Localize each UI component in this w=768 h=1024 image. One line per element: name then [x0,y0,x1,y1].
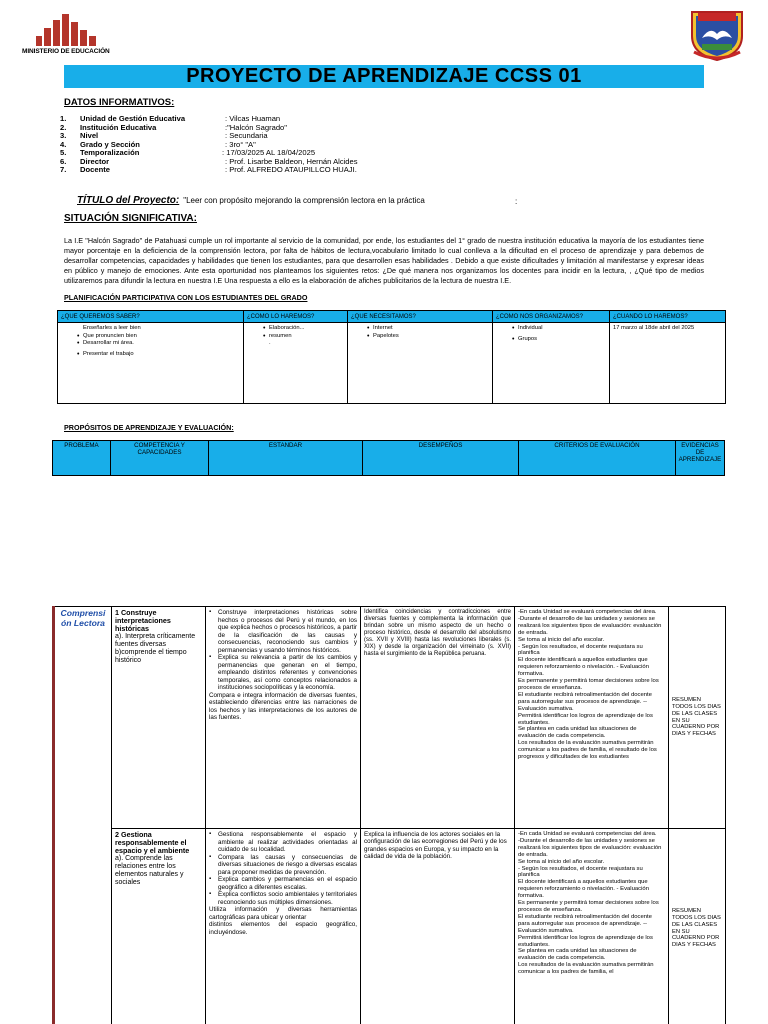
table-header-cell: ¿CUANDO LO HAREMOS? [610,311,726,323]
table-cell [206,607,361,829]
standard-extra: Utiliza información y diversas herramientas cartográficas para ubicar y orientar distintos elementos del espacio geográfico, incluyéndose. [209,906,357,936]
table-header-cell: DESEMPEÑOS [363,441,519,476]
project-title [77,195,425,206]
table-header-cell: EVIDENCIAS DE APRENDIZAJE [676,441,725,476]
datos-row: 4. Grado y Sección : 3ro° "A" [60,139,256,149]
table-row [58,323,726,404]
ministry-name: MINISTERIO DE EDUCACIÓN [22,48,110,55]
table-cell [58,323,244,404]
table-header-cell: ¿QUE QUEREMOS SABER? [58,311,244,323]
table-cell: 17 marzo al 18de abril del 2025 [610,323,726,404]
table-header-cell: CRITERIOS DE EVALUACIÓN [519,441,676,476]
competencias-table [52,606,726,1024]
planificacion-table [57,310,726,404]
datos-heading: DATOS INFORMATIVOS: [64,97,175,108]
ministerio-logo [22,14,122,58]
list-item: • Desarrollar mi área. [61,340,240,348]
project-title-value: "Leer con propósito mejorando la comprensión lectora en la práctica [183,196,425,205]
list-item: • Individual [496,325,606,333]
table-cell [493,323,610,404]
table-header-row [58,311,726,323]
standard-extra: Compara e integra información de diversas fuentes, estableciendo diferencias entre las narraciones de los hechos y las interpretaciones de los autores de las fuentes. [209,691,357,721]
table-cell [244,323,348,404]
datos-row: 7. Docente : Prof. ALFREDO ATAUPILLCO HUAJI. [60,165,357,174]
criterios-cell: -En cada Unidad se evaluará competencias del área. -Durante el desarrollo de las unidades y sesiones se realizará los siguientes tipos de evaluación: evaluación de entrada. Se toma al inicio del año escolar. - Según los resultados, el docente reajustara su planifica El docente identificará a aquellos estudiantes que requieren reforzamiento o nivelación. - Evaluación formativa. Es permanente y permitirá tomar decisiones sobre los procesos de enseñanza. El estudiante recibirá retroalimentación del docente para autorregular sus procesos de aprendizaje. -- Evaluación sumativa. Permitirá identificar los logros de aprendizaje de los estudiantes. Se plantea en cada unidad las situaciones de evaluación de cada competencia. Los resultados de la evaluación sumativa permitirán comunicar a los padres de familia, el [515,829,669,1024]
page-title: PROYECTO DE APRENDIZAJE CCSS 01 [64,65,704,88]
table-header-cell: PROBLEMA [53,441,111,476]
list-item: • resumen [247,333,344,341]
datos-row: 1. Unidad de Gestión Educativa : Vilcas Huaman [60,114,281,123]
table-cell [112,607,206,829]
table-row [54,829,726,1024]
datos-row: 6. Director : Prof. Lisarbe Baldeon, Hernán Alcides [60,156,358,166]
evidencias-cell: RESUMEN TODOS LOS DIAS DE LAS CLASES EN SU CUADERNO POR DIAS Y FECHAS [669,607,726,829]
list-item: ▪ Gestiona responsablemente el espacio y ambiente al realizar actividades orientadas al cuidado de su localidad. [209,831,357,854]
datos-row: 3. Nivel : Secundaria [60,131,268,140]
table-header-cell: ESTANDAR [209,441,363,476]
desempenos-cell: Explica la influencia de los actores sociales en la configuración de las ecorregiones del Perú y de los grandes espacios en Europa, y su impacto en la calidad de vida de la población. [361,829,515,1024]
list-item: • Grupos [496,336,606,344]
propositos-heading: PROPÓSITOS DE APRENDIZAJE Y EVALUACIÓN: [64,423,234,432]
datos-list [60,115,480,175]
table-cell [112,829,206,1024]
table-header-cell: ¿COMO LO HAREMOS? [244,311,348,323]
list-item: Enseñarles a leer bien [83,325,141,331]
competency-title: 1 Construye interpretaciones históricas [115,608,171,633]
list-item: ▪ Explica su relevancia a partir de los cambios y permanencias que generan en el tiempo, empleando distintos referentes y convenciones temporales, así como conceptos relacionados a instituciones sociopolíticas y la economía. [209,654,357,692]
table-cell [348,323,493,404]
school-seal-icon [688,8,746,62]
logo-bars-icon [36,14,96,46]
list-item: . [269,340,271,346]
project-title-tail: : [515,197,518,206]
list-item: ▪ Compara las causas y consecuencias de diversas situaciones de riesgo a diversas escalas para proponer medidas de prevención. [209,854,357,877]
evidencias-cell: RESUMEN TODOS LOS DIAS DE LAS CLASES EN SU CUADERNO POR DIAS Y FECHAS [669,829,726,1024]
area-cell: Comprensi ón Lectora [54,607,112,1024]
list-item: • Presentar el trabajo [61,351,240,359]
situacion-heading: SITUACIÓN SIGNIFICATIVA: [64,213,197,224]
list-item: • Internet [351,325,489,333]
list-item: ▪ Explica cambios y permanencias en el espacio geográfico a diferentes escalas. [209,876,357,891]
desempenos-cell: Identifica coincidencias y contradicciones entre diversas fuentes y complementa la información que brindan sobre un mismo aspecto de un hecho o proceso histórico, desde el desarrollo del absolutismo (ss. XVII y XVIII) hasta las revoluciones liberales (s. XIX) y desde la organización del virreinato (s. XVII) hasta el surgimiento de la República peruana. [361,607,515,829]
propositos-table [52,440,725,476]
situacion-text: La I.E "Halcón Sagrado" de Patahuasi cumple un rol importante al servicio de la comunidad, por ende, los estudiantes del 1° grado de nuestra institución educativa la mayoría de los estudiantes tiene mayor porcentaje en la deficiencia de la comprensión lectora, por falta de hábitos de lectura,vocabulario limitado lo cual conlleva a la dificultad en el proceso de aprendizaje y para debemos de desarrollar competencias, capacidades y habilidades que tienen los estudiantes, para que desarrollen esas habilidades . Debido a que existe dificultades y limitación al manifestarse y expresar ideas en público y manejo de emociones. Ante esta oportunidad nos planteamos los siguientes retos: ¿De qué manera nos organizamos los docentes para incidir en la lectura, , ¿Qué tipo de medios utilizaremos para difundir la lectura en nuestra I.E Una respuesta a ello es la elaboración de afiches publicitarios de la lectura de nuestra I.E. [64,236,704,285]
criterios-cell: -En cada Unidad se evaluará competencias del área. -Durante el desarrollo de las unidades y sesiones se realizará los siguientes tipos de evaluación: evaluación de entrada. Se toma al inicio del año escolar. - Según los resultados, el docente reajustara su planifica El docente identificará a aquellos estudiantes que requieren reforzamiento o nivelación. - Evaluación formativa. Es permanente y permitirá tomar decisiones sobre los procesos de enseñanza. El estudiante recibirá retroalimentación del docente para autorregular sus procesos de aprendizaje. -- Evaluación sumativa. Permitirá identificar los logros de aprendizaje de los estudiantes. Se plantea en cada unidad las situaciones de evaluación de cada competencia. Los resultados de la evaluación sumativa permitirán comunicar a los padres de familia, el resultado de los progresos y dificultades de los estudiantes [515,607,669,829]
list-item: • Elaboración... [247,325,344,333]
table-cell [206,829,361,1024]
table-header-cell: ¿COMO NOS ORGANIZAMOS? [493,311,610,323]
planificacion-heading: PLANIFICACIÓN PARTICIPATIVA CON LOS ESTUDIANTES DEL GRADO [64,293,308,302]
list-item: ▪ Explica conflictos socio ambientales y territoriales reconociendo sus múltiples dimensiones. [209,891,357,906]
table-row [54,607,726,829]
table-header-row [53,441,725,476]
capacities: a). Comprende las relaciones entre los elementos naturales y sociales [115,855,184,886]
competency-title: 2 Gestiona responsablemente el espacio y el ambiente [115,830,190,855]
project-title-label: TÍTULO del Proyecto: [77,195,180,206]
list-item: ▪ Construye interpretaciones históricas sobre hechos o procesos del Perú y el mundo, en los que explica hechos o procesos históricos, a partir de la clasificación de las causas y consecuencias, reconociendo sus cambios y permanencias y usando términos históricos. [209,609,357,654]
table-header-cell: COMPETENCIA Y CAPACIDADES [111,441,209,476]
table-header-cell: ¿QUE NECESITAMOS? [348,311,493,323]
list-item: • Papelotes [351,333,489,341]
list-item: • Que pronuncien bien [61,333,240,341]
capacities: a). Interpreta críticamente fuentes diversas b)comprende el tiempo histórico [115,633,196,664]
datos-row: 2. Institución Educativa :"Halcón Sagrado" [60,122,287,132]
datos-row: 5. Temporalización : 17/03/2025 AL 18/04/2025 [60,148,316,157]
